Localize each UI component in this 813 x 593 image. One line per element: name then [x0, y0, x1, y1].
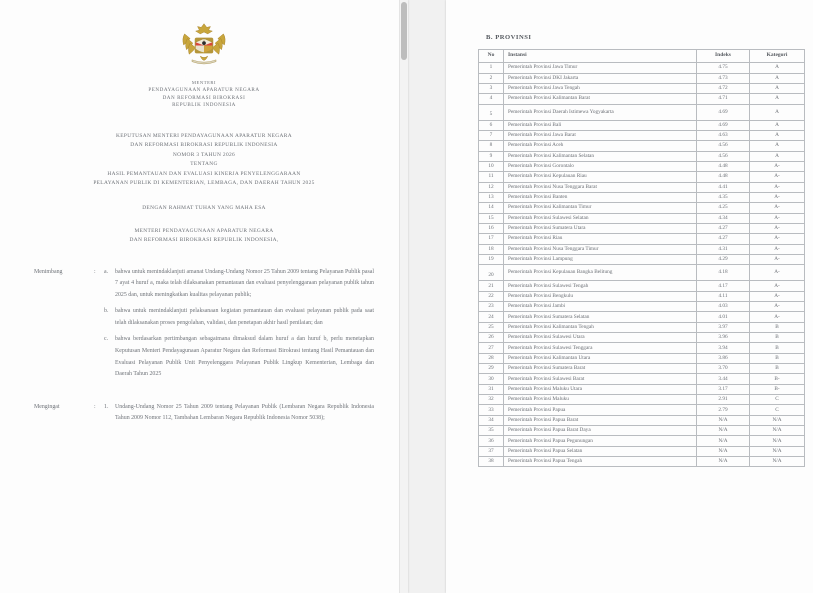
- table-row: [479, 172, 805, 182]
- cell-indeks: 4.03: [697, 302, 750, 312]
- cell-no: 17: [479, 234, 504, 244]
- cell-kategori: A-: [750, 312, 805, 322]
- table-row: [479, 333, 805, 343]
- cell-no: 22: [479, 291, 504, 301]
- cell-no: 24: [479, 312, 504, 322]
- cell-kategori: A: [750, 120, 805, 130]
- table-row: [479, 395, 805, 405]
- cell-kategori: N/A: [750, 415, 805, 425]
- cell-no: 13: [479, 193, 504, 203]
- cell-kategori: A-: [750, 172, 805, 182]
- cell-no: 38: [479, 457, 504, 467]
- clause-colon: :: [94, 268, 96, 275]
- cell-no: 14: [479, 203, 504, 213]
- decree-subject-line-2: PELAYANAN PUBLIK DI KEMENTERIAN, LEMBAGA, DAN DAERAH TAHUN 2025: [93, 180, 315, 187]
- table-row: [479, 244, 805, 254]
- scrollbar-thumb[interactable]: [401, 2, 407, 60]
- province-index-table: [478, 49, 805, 467]
- page-gap: [408, 0, 446, 593]
- cell-indeks: 4.69: [697, 120, 750, 130]
- decree-title-line-2: DAN REFORMASI BIROKRASI REPUBLIK INDONESIA: [130, 142, 278, 149]
- table-row: [479, 141, 805, 151]
- cell-no: 18: [479, 244, 504, 254]
- clause-colon: :: [94, 403, 96, 410]
- table-row: [479, 281, 805, 291]
- cell-indeks: 4.69: [697, 104, 750, 120]
- cell-instansi: Pemerintah Provinsi Sumatera Barat: [504, 364, 697, 374]
- cell-instansi: Pemerintah Provinsi Papua Tengah: [504, 457, 697, 467]
- decree-title: [34, 132, 374, 189]
- cell-instansi: Pemerintah Provinsi Banten: [504, 193, 697, 203]
- cell-no: 33: [479, 405, 504, 415]
- cell-indeks: 4.18: [697, 265, 750, 281]
- table-row: [479, 374, 805, 384]
- cell-instansi: Pemerintah Provinsi Sulawesi Tenggara: [504, 343, 697, 353]
- letterhead-line-1: MENTERI: [191, 80, 217, 85]
- cell-kategori: A: [750, 104, 805, 120]
- cell-no: 29: [479, 364, 504, 374]
- cell-kategori: A-: [750, 302, 805, 312]
- cell-instansi: Pemerintah Provinsi Maluku Utara: [504, 384, 697, 394]
- table-row: [479, 151, 805, 161]
- cell-indeks: N/A: [697, 415, 750, 425]
- column-header-no: No: [479, 50, 504, 63]
- cell-kategori: B: [750, 333, 805, 343]
- cell-indeks: 4.48: [697, 162, 750, 172]
- clause-item-mark: b.: [104, 308, 109, 315]
- table-header-row: [479, 50, 805, 63]
- cell-kategori: N/A: [750, 446, 805, 456]
- clause-item: [104, 402, 374, 425]
- cell-kategori: A-: [750, 244, 805, 254]
- decree-title-line-1: KEPUTUSAN MENTERI PENDAYAGUNAAN APARATUR NEGARA: [116, 132, 292, 139]
- clause-mengingat: [34, 402, 374, 430]
- letterhead-line-4: REPUBLIK INDONESIA: [172, 102, 236, 109]
- cell-indeks: 4.56: [697, 151, 750, 161]
- table-row: [479, 193, 805, 203]
- cell-instansi: Pemerintah Provinsi Kalimantan Barat: [504, 94, 697, 104]
- cell-kategori: B: [750, 353, 805, 363]
- cell-indeks: 4.35: [697, 193, 750, 203]
- table-row: [479, 405, 805, 415]
- cell-no: 34: [479, 415, 504, 425]
- cell-instansi: Pemerintah Provinsi Bengkulu: [504, 291, 697, 301]
- cell-kategori: A-: [750, 213, 805, 223]
- cell-no: 11: [479, 172, 504, 182]
- blessing-line: DENGAN RAHMAT TUHAN YANG MAHA ESA: [142, 204, 266, 211]
- letterhead: [34, 80, 374, 110]
- table-row: [479, 162, 805, 172]
- cell-kategori: A-: [750, 265, 805, 281]
- cell-indeks: 4.17: [697, 281, 750, 291]
- table-row: [479, 182, 805, 192]
- cell-no: 28: [479, 353, 504, 363]
- cell-kategori: B: [750, 322, 805, 332]
- table-row: [479, 436, 805, 446]
- cell-kategori: A-: [750, 223, 805, 233]
- cell-no: 25: [479, 322, 504, 332]
- cell-indeks: N/A: [697, 426, 750, 436]
- clause-item-text: bahwa berdasarkan pertimbangan sebagaimana dimaksud dalam huruf a dan huruf b, perlu menetapkan Keputusan Menteri Pendayagunaan Aparatur Negara dan Reformasi Birokrasi tentang Hasil Pemantauan dan Evaluasi Pelayanan Publik Unit Penyelenggara Pelayanan Publik Lingkup Kementerian, Lembaga dan Daerah Tahun 2025: [115, 336, 374, 378]
- column-header-kategori: Kategori: [750, 50, 805, 63]
- cell-indeks: N/A: [697, 446, 750, 456]
- table-row: [479, 343, 805, 353]
- cell-kategori: A: [750, 63, 805, 73]
- clause-item-mark: 1.: [104, 403, 109, 410]
- table-row: [479, 213, 805, 223]
- cell-no: 32: [479, 395, 504, 405]
- cell-instansi: Pemerintah Provinsi Sulawesi Tengah: [504, 281, 697, 291]
- clause-item-text: bahwa untuk menindaklanjuti amanat Undang-Undang Nomor 25 Tahun 2009 tentang Pelayanan Publik pasal 7 ayat 4 huruf a, maka telah dilaksanakan pemantauan dan evaluasi penyelenggaraan pelayanan publik tahun 2025 dan, untuk meningkatkan kualitas pelayanan publik;: [115, 268, 374, 298]
- signatory-line-1: MENTERI PENDAYAGUNAAN APARATUR NEGARA: [134, 227, 274, 234]
- cell-no: 16: [479, 223, 504, 233]
- cell-no: 1: [479, 63, 504, 73]
- clause-item-text: Undang-Undang Nomor 25 Tahun 2009 tentang Pelayanan Publik (Lembaran Negara Republik Indonesia Tahun 2009 Nomor 112, Tambahan Lembaran Negara Republik Indonesia Nomor 5038);: [115, 403, 374, 422]
- table-row: [479, 353, 805, 363]
- cell-no: 20: [479, 265, 504, 281]
- cell-no: 23: [479, 302, 504, 312]
- cell-kategori: A-: [750, 162, 805, 172]
- cell-instansi: Pemerintah Provinsi Nusa Tenggara Barat: [504, 182, 697, 192]
- cell-indeks: N/A: [697, 436, 750, 446]
- cell-kategori: N/A: [750, 457, 805, 467]
- cell-kategori: N/A: [750, 436, 805, 446]
- cell-instansi: Pemerintah Provinsi Sulawesi Barat: [504, 374, 697, 384]
- cell-kategori: B-: [750, 374, 805, 384]
- cell-instansi: Pemerintah Provinsi Jambi: [504, 302, 697, 312]
- clause-body: [104, 402, 374, 430]
- cell-kategori: A-: [750, 234, 805, 244]
- decree-about-label: TENTANG: [190, 161, 218, 168]
- cell-instansi: Pemerintah Provinsi Bali: [504, 120, 697, 130]
- cell-no: 37: [479, 446, 504, 456]
- cell-kategori: A: [750, 141, 805, 151]
- cell-kategori: A-: [750, 203, 805, 213]
- cell-kategori: A: [750, 73, 805, 83]
- cell-kategori: A-: [750, 254, 805, 264]
- cell-indeks: 4.11: [697, 291, 750, 301]
- clause-item: [104, 267, 374, 302]
- cell-indeks: 4.63: [697, 131, 750, 141]
- cell-indeks: 3.70: [697, 364, 750, 374]
- cell-kategori: B: [750, 364, 805, 374]
- table-row: [479, 446, 805, 456]
- cell-no: 5: [479, 104, 504, 120]
- letterhead-line-2: PENDAYAGUNAAN APARATUR NEGARA: [148, 86, 260, 93]
- cell-instansi: Pemerintah Provinsi Maluku: [504, 395, 697, 405]
- cell-indeks: 3.94: [697, 343, 750, 353]
- clause-keyword: Mengingat: [34, 403, 60, 410]
- clause-item-mark: a.: [104, 268, 109, 275]
- table-row: [479, 384, 805, 394]
- table-row: [479, 265, 805, 281]
- table-row: [479, 234, 805, 244]
- clause-keyword: Menimbang: [34, 268, 63, 275]
- clause-body: [104, 267, 374, 386]
- cell-no: 6: [479, 120, 504, 130]
- cell-no: 3: [479, 83, 504, 93]
- cell-indeks: 4.73: [697, 73, 750, 83]
- cell-kategori: A-: [750, 281, 805, 291]
- table-row: [479, 120, 805, 130]
- cell-kategori: A-: [750, 193, 805, 203]
- cell-no: 31: [479, 384, 504, 394]
- cell-kategori: A: [750, 151, 805, 161]
- cell-instansi: Pemerintah Provinsi Kalimantan Timur: [504, 203, 697, 213]
- signatory-block: [34, 227, 374, 245]
- cell-indeks: 4.27: [697, 223, 750, 233]
- cell-no: 15: [479, 213, 504, 223]
- table-row: [479, 131, 805, 141]
- cell-indeks: 3.17: [697, 384, 750, 394]
- cell-indeks: 4.01: [697, 312, 750, 322]
- cell-kategori: A: [750, 83, 805, 93]
- cell-kategori: C: [750, 405, 805, 415]
- cell-indeks: 3.96: [697, 333, 750, 343]
- letterhead-line-3: DAN REFORMASI BIROKRASI: [162, 94, 246, 101]
- cell-indeks: 3.86: [697, 353, 750, 363]
- cell-indeks: 4.48: [697, 172, 750, 182]
- cell-indeks: 3.44: [697, 374, 750, 384]
- cell-instansi: Pemerintah Provinsi Gorontalo: [504, 162, 697, 172]
- cell-kategori: A-: [750, 291, 805, 301]
- cell-instansi: Pemerintah Provinsi Jawa Barat: [504, 131, 697, 141]
- cell-instansi: Pemerintah Provinsi Sumatera Utara: [504, 223, 697, 233]
- table-body: [479, 63, 805, 467]
- table-row: [479, 83, 805, 93]
- clause-item: [104, 334, 374, 380]
- table-row: [479, 104, 805, 120]
- cell-no: 12: [479, 182, 504, 192]
- cell-no: 27: [479, 343, 504, 353]
- vertical-scrollbar[interactable]: [399, 0, 408, 593]
- clause-item-mark: c.: [104, 336, 109, 343]
- cell-indeks: 2.79: [697, 405, 750, 415]
- clause-menimbang: [34, 267, 374, 386]
- cell-instansi: Pemerintah Provinsi Sulawesi Utara: [504, 333, 697, 343]
- cell-no: 36: [479, 436, 504, 446]
- cell-indeks: 4.31: [697, 244, 750, 254]
- decree-subject-line-1: HASIL PEMANTAUAN DAN EVALUASI KINERJA PENYELENGGARAAN: [107, 170, 301, 177]
- cell-indeks: 4.41: [697, 182, 750, 192]
- cell-indeks: 4.27: [697, 234, 750, 244]
- cell-instansi: Pemerintah Provinsi Kepulauan Riau: [504, 172, 697, 182]
- cell-instansi: Pemerintah Provinsi Daerah Istimewa Yogyakarta: [504, 104, 697, 120]
- cell-indeks: 4.25: [697, 203, 750, 213]
- cell-instansi: Pemerintah Provinsi Papua Selatan: [504, 446, 697, 456]
- cell-indeks: 4.34: [697, 213, 750, 223]
- table-row: [479, 322, 805, 332]
- table-row: [479, 291, 805, 301]
- cell-instansi: Pemerintah Provinsi Papua Pegunungan: [504, 436, 697, 446]
- table-row: [479, 426, 805, 436]
- cell-no: 2: [479, 73, 504, 83]
- cell-instansi: Pemerintah Provinsi Aceh: [504, 141, 697, 151]
- cell-indeks: 4.71: [697, 94, 750, 104]
- cell-indeks: 4.72: [697, 83, 750, 93]
- cell-indeks: 3.97: [697, 322, 750, 332]
- cell-kategori: C: [750, 395, 805, 405]
- cell-no: 26: [479, 333, 504, 343]
- table-row: [479, 312, 805, 322]
- cell-no: 35: [479, 426, 504, 436]
- cell-instansi: Pemerintah Provinsi Lampung: [504, 254, 697, 264]
- cell-no: 19: [479, 254, 504, 264]
- cell-no: 7: [479, 131, 504, 141]
- cell-instansi: Pemerintah Provinsi Jawa Tengah: [504, 83, 697, 93]
- cell-indeks: 4.29: [697, 254, 750, 264]
- cell-kategori: B: [750, 343, 805, 353]
- cell-instansi: Pemerintah Provinsi Nusa Tenggara Timur: [504, 244, 697, 254]
- cell-no: 10: [479, 162, 504, 172]
- cell-instansi: Pemerintah Provinsi Sulawesi Selatan: [504, 213, 697, 223]
- column-header-instansi: Instansi: [504, 50, 697, 63]
- garuda-pancasila-emblem: [176, 20, 232, 70]
- cell-no: 30: [479, 374, 504, 384]
- cell-indeks: 2.91: [697, 395, 750, 405]
- cell-instansi: Pemerintah Provinsi Papua Barat Daya: [504, 426, 697, 436]
- cell-no: 4: [479, 94, 504, 104]
- emblem-container: [34, 20, 374, 70]
- cell-instansi: Pemerintah Provinsi DKI Jakarta: [504, 73, 697, 83]
- cell-instansi: Pemerintah Provinsi Sumatera Selatan: [504, 312, 697, 322]
- table-row: [479, 302, 805, 312]
- clause-item: [104, 306, 374, 329]
- cell-kategori: A-: [750, 182, 805, 192]
- table-row: [479, 94, 805, 104]
- cell-instansi: Pemerintah Provinsi Kalimantan Selatan: [504, 151, 697, 161]
- cell-instansi: Pemerintah Provinsi Jawa Timur: [504, 63, 697, 73]
- table-row: [479, 203, 805, 213]
- cell-kategori: B-: [750, 384, 805, 394]
- table-row: [479, 223, 805, 233]
- table-row: [479, 254, 805, 264]
- section-heading: B. PROVINSI: [486, 34, 532, 41]
- cell-instansi: Pemerintah Provinsi Kalimantan Utara: [504, 353, 697, 363]
- cell-instansi: Pemerintah Provinsi Kepulauan Bangka Belitung: [504, 265, 697, 281]
- table-row: [479, 457, 805, 467]
- cell-kategori: A: [750, 131, 805, 141]
- cell-indeks: 4.75: [697, 63, 750, 73]
- table-row: [479, 63, 805, 73]
- table-row: [479, 73, 805, 83]
- cell-instansi: Pemerintah Provinsi Papua Barat: [504, 415, 697, 425]
- cell-indeks: N/A: [697, 457, 750, 467]
- cell-instansi: Pemerintah Provinsi Papua: [504, 405, 697, 415]
- cell-no: 9: [479, 151, 504, 161]
- cell-no: 21: [479, 281, 504, 291]
- cell-indeks: 4.56: [697, 141, 750, 151]
- cell-instansi: Pemerintah Provinsi Riau: [504, 234, 697, 244]
- cell-kategori: N/A: [750, 426, 805, 436]
- cell-kategori: A: [750, 94, 805, 104]
- cell-no: 8: [479, 141, 504, 151]
- cell-instansi: Pemerintah Provinsi Kalimantan Tengah: [504, 322, 697, 332]
- clause-item-text: bahwa untuk menindaklanjuti pelaksanaan kegiatan pemantauan dan evaluasi pelayanan publik pada saat telah dilaksanakan proses pengolahan, validasi, dan penetapan akhir hasil penilaian; dan: [115, 308, 374, 326]
- table-row: [479, 364, 805, 374]
- signatory-line-2: DAN REFORMASI BIROKRASI REPUBLIK INDONESIA,: [129, 236, 279, 243]
- decree-number: NOMOR 3 TAHUN 2026: [172, 151, 236, 158]
- table-row: [479, 415, 805, 425]
- document-page-2: [446, 0, 813, 593]
- column-header-indeks: Indeks: [697, 50, 750, 63]
